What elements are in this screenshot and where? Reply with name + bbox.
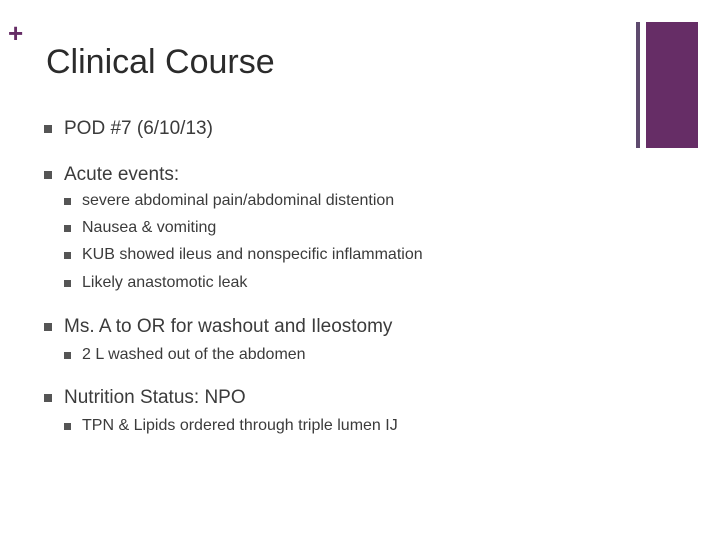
slide-title: Clinical Course [46,43,275,81]
sub-bullet-text: 2 L washed out of the abdomen [82,346,306,363]
bullet-item [44,387,246,409]
bullet-text: Ms. A to OR for washout and Ileostomy [64,316,393,337]
bullet-item [44,118,213,140]
bullet-text: Acute events: [64,164,180,185]
square-bullet-icon [64,252,71,259]
bullet-text: Nutrition Status: NPO [64,387,246,408]
square-bullet-icon [44,394,52,402]
square-bullet-icon [64,280,71,287]
bullet-item [44,164,179,186]
sub-bullet-item [64,417,398,435]
corner-plus-icon: + [8,18,24,48]
sub-bullet-text: KUB showed ileus and nonspecific inflammation [82,246,423,263]
accent-bar-thick [646,22,698,148]
accent-bar-thin [636,22,640,148]
square-bullet-icon [44,171,52,179]
bullet-text: POD #7 (6/10/13) [64,118,213,139]
square-bullet-icon [44,323,52,331]
sub-bullet-text: Likely anastomotic leak [82,274,248,291]
sub-bullet-item [64,192,394,210]
square-bullet-icon [64,225,71,232]
sub-bullet-item [64,346,306,364]
sub-bullet-item [64,274,247,292]
sub-bullet-item [64,219,216,237]
bullet-item [44,316,392,338]
square-bullet-icon [64,423,71,430]
square-bullet-icon [44,125,52,133]
sub-bullet-item [64,246,423,264]
sub-bullet-text: severe abdominal pain/abdominal distention [82,192,395,209]
square-bullet-icon [64,352,71,359]
sub-bullet-text: Nausea & vomiting [82,219,217,236]
square-bullet-icon [64,198,71,205]
sub-bullet-text: TPN & Lipids ordered through triple lumen IJ [82,417,398,434]
